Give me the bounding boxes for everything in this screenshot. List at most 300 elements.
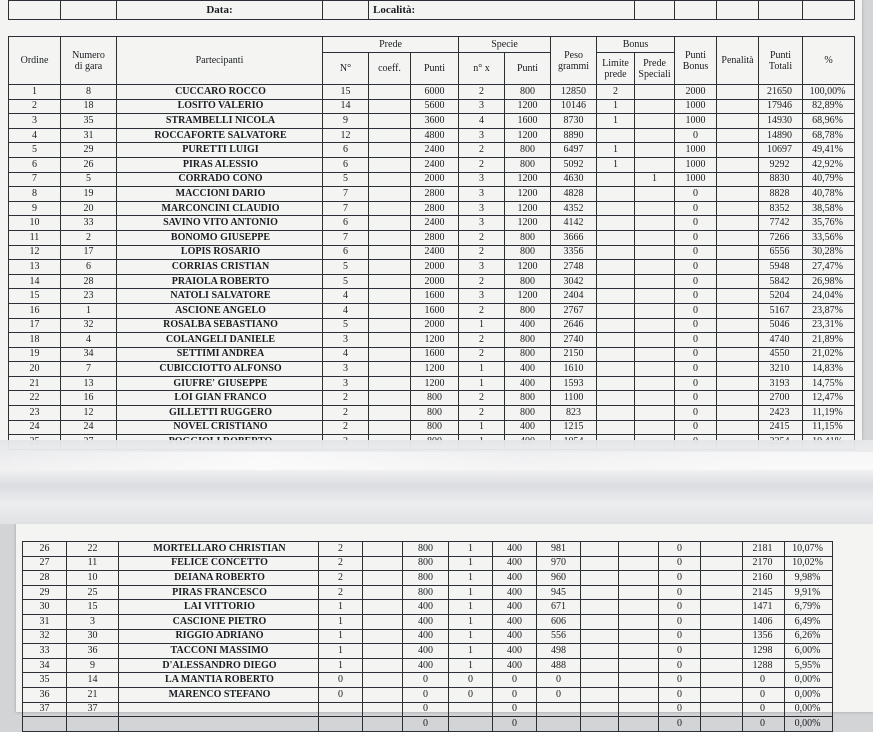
col-peso-label: Peso xyxy=(564,49,583,61)
cell-limite xyxy=(581,629,619,644)
cell-specie-punti: 1600 xyxy=(505,114,551,129)
table-row xyxy=(23,717,833,732)
cell-speciali xyxy=(619,717,659,732)
table-row xyxy=(23,556,833,571)
cell-coeff xyxy=(369,172,411,187)
cell-prede-punti: 400 xyxy=(403,614,449,629)
col-penalita: Penalità xyxy=(717,37,759,85)
cell-gara: 7 xyxy=(61,362,117,377)
cell-totali: 5167 xyxy=(759,303,803,318)
col-peso xyxy=(551,37,597,85)
cell-coeff xyxy=(363,702,403,717)
cell-specie-n: 3 xyxy=(459,187,505,202)
cell-speciali xyxy=(635,274,675,289)
cell-nome: FELICE CONCETTO xyxy=(119,556,319,571)
results-body-top xyxy=(9,85,855,450)
cell-specie-punti: 400 xyxy=(493,600,537,615)
col-bonus: Bonus xyxy=(597,37,675,53)
cell-totali: 0 xyxy=(743,673,785,688)
cell-prede-punti: 1200 xyxy=(411,333,459,348)
cell-prede-n: 3 xyxy=(323,362,369,377)
cell-pct: 21,89% xyxy=(803,333,855,348)
cell-prede-n: 7 xyxy=(323,201,369,216)
cell-prede-n: 2 xyxy=(323,406,369,421)
col-punti-bonus xyxy=(675,37,717,85)
cell-specie-n: 3 xyxy=(459,201,505,216)
cell-bonus: 0 xyxy=(659,600,701,615)
cell-bonus: 0 xyxy=(675,420,717,435)
cell-totali: 2170 xyxy=(743,556,785,571)
cell-speciali xyxy=(635,143,675,158)
cell-gara: 9 xyxy=(67,658,119,673)
cell-totali: 8830 xyxy=(759,172,803,187)
cell-specie-n: 1 xyxy=(449,644,493,659)
table-row xyxy=(9,376,855,391)
cell-nome: BONOMO GIUSEPPE xyxy=(117,230,323,245)
cell-totali: 1406 xyxy=(743,614,785,629)
cell-coeff xyxy=(369,289,411,304)
cell-specie-n: 2 xyxy=(459,333,505,348)
cell-pct: 0,00% xyxy=(785,702,833,717)
cell-limite xyxy=(597,376,635,391)
cell-bonus: 0 xyxy=(675,260,717,275)
cell-peso: 2740 xyxy=(551,333,597,348)
cell-peso: 671 xyxy=(537,600,581,615)
cell-limite xyxy=(597,391,635,406)
cell-specie-punti: 400 xyxy=(493,556,537,571)
cell-ordine: 17 xyxy=(9,318,61,333)
cell-pct: 14,75% xyxy=(803,376,855,391)
cell-limite xyxy=(597,260,635,275)
cell-prede-n: 15 xyxy=(323,85,369,100)
cell-gara: 12 xyxy=(61,406,117,421)
cell-limite xyxy=(581,556,619,571)
cell-nome: CUCCARO ROCCO xyxy=(117,85,323,100)
cell-ordine: 6 xyxy=(9,157,61,172)
table-row xyxy=(9,391,855,406)
cell-prede-punti: 400 xyxy=(403,629,449,644)
cell-limite xyxy=(597,333,635,348)
cell-limite xyxy=(597,289,635,304)
cell-specie-n: 2 xyxy=(459,245,505,260)
cell-specie-punti: 1200 xyxy=(505,216,551,231)
cell-prede-n: 7 xyxy=(323,230,369,245)
cell-nome: CORRADO CONO xyxy=(117,172,323,187)
cell-coeff xyxy=(369,230,411,245)
cell-specie-punti: 400 xyxy=(493,614,537,629)
cell-nome: CORRIAS CRISTIAN xyxy=(117,260,323,275)
cell-totali: 3193 xyxy=(759,376,803,391)
cell-penalita xyxy=(717,362,759,377)
cell-pct: 11,15% xyxy=(803,420,855,435)
cell-specie-n: 3 xyxy=(459,99,505,114)
cell-specie-n: 2 xyxy=(459,143,505,158)
cell-pct: 6,79% xyxy=(785,600,833,615)
cell-totali: 2145 xyxy=(743,585,785,600)
cell-speciali: 1 xyxy=(635,172,675,187)
table-row xyxy=(23,542,833,557)
cell-prede-punti: 400 xyxy=(403,600,449,615)
cell-prede-punti: 1600 xyxy=(411,347,459,362)
cell-gara: 21 xyxy=(67,687,119,702)
cell-ordine: 16 xyxy=(9,303,61,318)
cell-specie-punti: 400 xyxy=(493,658,537,673)
cell-ordine: 18 xyxy=(9,333,61,348)
table-row xyxy=(9,318,855,333)
cell-specie-punti: 800 xyxy=(505,143,551,158)
cell-peso: 606 xyxy=(537,614,581,629)
cell-specie-n: 0 xyxy=(449,673,493,688)
cell-prede-punti: 2800 xyxy=(411,230,459,245)
cell-prede-punti: 0 xyxy=(403,702,449,717)
cell-gara: 32 xyxy=(61,318,117,333)
cell-peso xyxy=(537,702,581,717)
cell-speciali xyxy=(635,128,675,143)
cell-prede-punti: 1200 xyxy=(411,376,459,391)
cell-limite xyxy=(581,717,619,732)
col-prede-n: N° xyxy=(323,53,369,85)
cell-gara: 17 xyxy=(61,245,117,260)
cell-nome: SETTIMI ANDREA xyxy=(117,347,323,362)
cell-ordine: 14 xyxy=(9,274,61,289)
cell-prede-n: 6 xyxy=(323,157,369,172)
cell-totali: 7266 xyxy=(759,230,803,245)
cell-prede-n: 5 xyxy=(323,260,369,275)
cell-peso: 981 xyxy=(537,542,581,557)
table-row xyxy=(9,85,855,100)
cell-nome: RIGGIO ADRIANO xyxy=(119,629,319,644)
cell-penalita xyxy=(717,216,759,231)
cell-specie-punti: 400 xyxy=(493,629,537,644)
cell-ordine: 15 xyxy=(9,289,61,304)
cell-penalita xyxy=(717,85,759,100)
cell-bonus: 1000 xyxy=(675,157,717,172)
cell-limite: 1 xyxy=(597,157,635,172)
cell-nome: PURETTI LUIGI xyxy=(117,143,323,158)
cell-coeff xyxy=(369,201,411,216)
cell-penalita xyxy=(717,230,759,245)
cell-prede-punti: 2000 xyxy=(411,260,459,275)
cell-specie-punti: 800 xyxy=(505,245,551,260)
cell-totali: 0 xyxy=(743,717,785,732)
cell-specie-punti: 800 xyxy=(505,157,551,172)
cell-totali: 5948 xyxy=(759,260,803,275)
cell-bonus: 0 xyxy=(659,673,701,688)
cell-bonus: 0 xyxy=(675,406,717,421)
cell-penalita xyxy=(701,629,743,644)
cell-nome: PIRAS ALESSIO xyxy=(117,157,323,172)
cell-penalita xyxy=(701,600,743,615)
cell-gara: 20 xyxy=(61,201,117,216)
cell-totali: 0 xyxy=(743,687,785,702)
cell-limite xyxy=(597,362,635,377)
cell-ordine: 26 xyxy=(23,542,67,557)
cell-limite xyxy=(597,187,635,202)
cell-ordine: 12 xyxy=(9,245,61,260)
cell-gara: 35 xyxy=(61,114,117,129)
cell-prede-punti: 800 xyxy=(403,571,449,586)
cell-peso: 3356 xyxy=(551,245,597,260)
cell-ordine: 35 xyxy=(23,673,67,688)
cell-specie-n: 3 xyxy=(459,172,505,187)
cell-pct: 38,58% xyxy=(803,201,855,216)
cell-prede-punti: 800 xyxy=(411,406,459,421)
cell-specie-n: 2 xyxy=(459,303,505,318)
col-punti-totali-label: Punti xyxy=(769,49,792,61)
cell-pct: 12,47% xyxy=(803,391,855,406)
cell-totali: 3210 xyxy=(759,362,803,377)
cell-ordine: 5 xyxy=(9,143,61,158)
cell-ordine: 19 xyxy=(9,347,61,362)
cell-specie-n: 1 xyxy=(449,556,493,571)
cell-ordine: 30 xyxy=(23,600,67,615)
cell-bonus: 1000 xyxy=(675,172,717,187)
cell-penalita xyxy=(717,128,759,143)
cell-penalita xyxy=(701,571,743,586)
cell-pct: 40,79% xyxy=(803,172,855,187)
cell-penalita xyxy=(717,245,759,260)
cell-prede-n: 3 xyxy=(323,376,369,391)
cell-specie-n: 2 xyxy=(459,391,505,406)
col-specie: Specie xyxy=(459,37,551,53)
table-row xyxy=(23,687,833,702)
cell-nome: MARCONCINI CLAUDIO xyxy=(117,201,323,216)
cell-pct: 49,41% xyxy=(803,143,855,158)
cell-speciali xyxy=(619,585,659,600)
col-limite-label: Limite xyxy=(602,57,629,69)
cell-prede-n: 6 xyxy=(323,245,369,260)
cell-pct: 42,92% xyxy=(803,157,855,172)
cell-specie-n xyxy=(449,717,493,732)
cell-specie-punti: 800 xyxy=(505,85,551,100)
cell-bonus: 1000 xyxy=(675,114,717,129)
cell-ordine: 2 xyxy=(9,99,61,114)
cell-speciali xyxy=(635,230,675,245)
cell-coeff xyxy=(369,245,411,260)
cell-coeff xyxy=(369,143,411,158)
cell-totali: 2423 xyxy=(759,406,803,421)
cell-coeff xyxy=(369,114,411,129)
cell-speciali xyxy=(635,99,675,114)
cell-pct: 100,00% xyxy=(803,85,855,100)
cell-limite xyxy=(581,600,619,615)
cell-speciali xyxy=(619,658,659,673)
cell-totali: 2160 xyxy=(743,571,785,586)
cell-prede-punti: 2400 xyxy=(411,157,459,172)
cell-gara: 3 xyxy=(67,614,119,629)
cell-bonus: 0 xyxy=(659,702,701,717)
cell-prede-n: 2 xyxy=(323,391,369,406)
cell-prede-n: 4 xyxy=(323,303,369,318)
cell-totali: 6556 xyxy=(759,245,803,260)
cell-pct: 6,26% xyxy=(785,629,833,644)
cell-totali: 2415 xyxy=(759,420,803,435)
cell-totali: 1288 xyxy=(743,658,785,673)
col-percent: % xyxy=(803,37,855,85)
cell-limite xyxy=(597,172,635,187)
cell-bonus: 0 xyxy=(659,571,701,586)
cell-specie-punti: 400 xyxy=(493,542,537,557)
cell-gara: 22 xyxy=(67,542,119,557)
cell-specie-punti: 800 xyxy=(505,274,551,289)
cell-specie-n: 1 xyxy=(449,614,493,629)
cell-nome: CASCIONE PIETRO xyxy=(119,614,319,629)
cell-totali: 1298 xyxy=(743,644,785,659)
cell-limite xyxy=(597,201,635,216)
cell-penalita xyxy=(701,644,743,659)
cell-gara: 13 xyxy=(61,376,117,391)
cell-limite xyxy=(597,318,635,333)
table-row xyxy=(9,289,855,304)
cell-nome: ROCCAFORTE SALVATORE xyxy=(117,128,323,143)
cell-ordine: 11 xyxy=(9,230,61,245)
cell-bonus: 2000 xyxy=(675,85,717,100)
cell-penalita xyxy=(701,717,743,732)
cell-penalita xyxy=(701,614,743,629)
cell-ordine: 24 xyxy=(9,420,61,435)
cell-limite xyxy=(581,542,619,557)
cell-speciali xyxy=(635,114,675,129)
cell-prede-punti: 2000 xyxy=(411,318,459,333)
cell-coeff xyxy=(369,347,411,362)
cell-gara: 36 xyxy=(67,644,119,659)
cell-prede-n xyxy=(319,717,363,732)
cell-specie-n: 2 xyxy=(459,274,505,289)
cell-gara: 6 xyxy=(61,260,117,275)
cell-prede-n: 0 xyxy=(319,673,363,688)
cell-totali: 5046 xyxy=(759,318,803,333)
cell-specie-n: 1 xyxy=(449,542,493,557)
cell-ordine: 36 xyxy=(23,687,67,702)
cell-penalita xyxy=(717,303,759,318)
cell-pct: 0,00% xyxy=(785,717,833,732)
localita-label: Località: xyxy=(369,1,635,20)
cell-limite xyxy=(597,216,635,231)
col-speciali-label: Speciali xyxy=(638,68,671,80)
cell-penalita xyxy=(717,274,759,289)
cell-nome: TACCONI MASSIMO xyxy=(119,644,319,659)
cell-prede-n: 2 xyxy=(319,585,363,600)
cell-pct: 23,87% xyxy=(803,303,855,318)
cell-peso: 0 xyxy=(537,673,581,688)
cell-prede-punti: 3600 xyxy=(411,114,459,129)
col-limite-prede-label: prede xyxy=(604,68,627,80)
cell-speciali xyxy=(635,187,675,202)
cell-peso xyxy=(537,717,581,732)
cell-penalita xyxy=(717,187,759,202)
cell-prede-punti: 400 xyxy=(403,644,449,659)
cell-bonus: 0 xyxy=(659,658,701,673)
col-prede-speciali xyxy=(635,53,675,85)
cell-ordine: 22 xyxy=(9,391,61,406)
cell-specie-n: 2 xyxy=(459,406,505,421)
tape-shine xyxy=(0,452,873,470)
cell-prede-n: 4 xyxy=(323,289,369,304)
cell-nome: LOI GIAN FRANCO xyxy=(117,391,323,406)
cell-nome: LOSITO VALERIO xyxy=(117,99,323,114)
cell-specie-n xyxy=(449,702,493,717)
cell-nome: GIUFRE' GIUSEPPE xyxy=(117,376,323,391)
cell-nome: SAVINO VITO ANTONIO xyxy=(117,216,323,231)
cell-bonus: 0 xyxy=(675,333,717,348)
cell-specie-punti: 400 xyxy=(493,585,537,600)
cell-pct: 30,28% xyxy=(803,245,855,260)
cell-gara: 8 xyxy=(61,85,117,100)
cell-pct: 40,78% xyxy=(803,187,855,202)
cell-coeff xyxy=(363,658,403,673)
cell-ordine: 1 xyxy=(9,85,61,100)
table-row xyxy=(9,406,855,421)
cell-coeff xyxy=(369,274,411,289)
cell-speciali xyxy=(635,376,675,391)
cell-nome: GILLETTI RUGGERO xyxy=(117,406,323,421)
cell-speciali xyxy=(619,542,659,557)
cell-bonus: 0 xyxy=(659,687,701,702)
cell-coeff xyxy=(363,614,403,629)
cell-limite: 1 xyxy=(597,114,635,129)
cell-gara: 24 xyxy=(61,420,117,435)
cell-coeff xyxy=(363,644,403,659)
col-limite xyxy=(597,53,635,85)
cell-specie-n: 3 xyxy=(459,128,505,143)
cell-specie-punti: 400 xyxy=(505,420,551,435)
cell-specie-punti: 400 xyxy=(505,318,551,333)
cell-bonus: 0 xyxy=(659,629,701,644)
cell-nome: PRAIOLA ROBERTO xyxy=(117,274,323,289)
cell-limite xyxy=(597,420,635,435)
cell-speciali xyxy=(635,391,675,406)
cell-specie-n: 1 xyxy=(459,362,505,377)
cell-peso: 2767 xyxy=(551,303,597,318)
cell-penalita xyxy=(717,143,759,158)
cell-nome: ASCIONE ANGELO xyxy=(117,303,323,318)
cell-specie-punti: 400 xyxy=(493,644,537,659)
table-row xyxy=(23,629,833,644)
cell-penalita xyxy=(701,658,743,673)
cell-peso: 3042 xyxy=(551,274,597,289)
cell-totali: 17946 xyxy=(759,99,803,114)
cell-limite xyxy=(597,303,635,318)
cell-specie-n: 2 xyxy=(459,85,505,100)
cell-speciali xyxy=(635,260,675,275)
cell-specie-n: 1 xyxy=(459,318,505,333)
cell-gara: 10 xyxy=(67,571,119,586)
cell-totali: 1356 xyxy=(743,629,785,644)
table-row xyxy=(9,201,855,216)
cell-totali: 5842 xyxy=(759,274,803,289)
cell-nome: PIRAS FRANCESCO xyxy=(119,585,319,600)
cell-nome: D'ALESSANDRO DIEGO xyxy=(119,658,319,673)
cell-ordine: 21 xyxy=(9,376,61,391)
cell-prede-n: 3 xyxy=(323,333,369,348)
cell-coeff xyxy=(363,673,403,688)
cell-penalita xyxy=(717,391,759,406)
cell-prede-n: 1 xyxy=(319,658,363,673)
cell-prede-n: 4 xyxy=(323,347,369,362)
cell-peso: 1610 xyxy=(551,362,597,377)
cell-pct: 23,31% xyxy=(803,318,855,333)
cell-limite xyxy=(581,585,619,600)
cell-limite xyxy=(597,245,635,260)
cell-speciali xyxy=(635,362,675,377)
cell-pct: 82,89% xyxy=(803,99,855,114)
col-specie-n: n° x xyxy=(459,53,505,85)
cell-pct: 6,49% xyxy=(785,614,833,629)
results-table xyxy=(8,36,855,450)
table-row xyxy=(9,128,855,143)
cell-prede-n: 7 xyxy=(323,187,369,202)
cell-penalita xyxy=(701,585,743,600)
